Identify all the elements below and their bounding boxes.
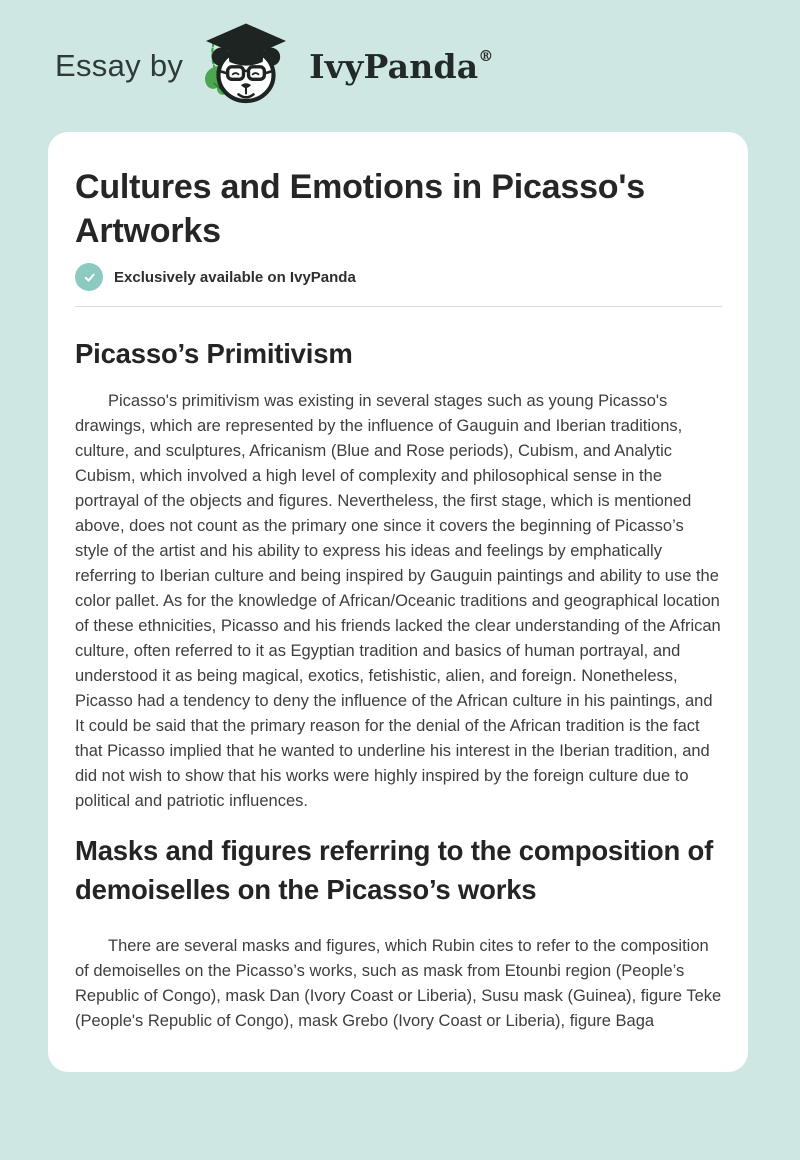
essay-title: Cultures and Emotions in Picasso's Artworks bbox=[75, 168, 645, 250]
section-heading-masks: Masks and figures referring to the composition of demoiselles on the Picasso’s works bbox=[75, 835, 714, 905]
paragraph-masks: There are several masks and figures, which Rubin cites to refer to the composition of demoiselles on the Picasso’s works, such as mask from Etounbi region (People’s Republic of Congo), mask Dan (Ivory Coast or Liberia), Susu mask (Guinea), figure Teke (People's Republic of Congo), mask Grebo (Ivory Coast or Liberia), figure Baga bbox=[75, 937, 722, 1030]
brand-wordmark: IvyPanda bbox=[309, 46, 479, 86]
essay-by-label: Essay by bbox=[55, 48, 184, 83]
section-divider bbox=[75, 306, 722, 307]
availability-badge bbox=[75, 263, 722, 291]
check-icon bbox=[75, 263, 103, 291]
ivypanda-panda-logo-icon bbox=[196, 19, 296, 113]
registered-trademark-mark: ® bbox=[478, 46, 494, 65]
site-header bbox=[0, 0, 800, 132]
brand-name bbox=[309, 47, 493, 86]
section-heading-primitivism: Picasso’s Primitivism bbox=[75, 338, 353, 369]
paragraph-primitivism: Picasso's primitivism was existing in several stages such as young Picasso's drawings, which are represented by the influence of Gauguin and Iberian traditions, culture, and sculptures, Africanism (Blue and Rose periods), Cubism, and Analytic Cubism, which involved a high level of complexity and philosophical sense in the portrayal of the objects and figures. Nevertheless, the first stage, which is mentioned above, does not count as the primary one since it covers the beginning of Picasso’s style of the artist and his ability to express his ideas and feelings by emphatically referring to Iberian culture and being inspired by Gauguin paintings and ability to use the color pallet. As for the knowledge of African/Oceanic traditions and geographical location of these ethnicities, Picasso and his friends lacked the clear understanding of the African culture, often referred to it as Egyptian tradition and basics of human portrayal, and understood it as being magical, exotics, fetishistic, alien, and foreign. Nonetheless, Picasso had a tendency to deny the influence of the African culture in his paintings, and It could be said that the primary reason for the denial of the African tradition is the fact that Picasso implied that he wanted to underline his interest in the Iberian tradition, and did not wish to show that his works were highly inspired by the foreign culture due to political and patriotic influences. bbox=[75, 392, 721, 810]
availability-label: Exclusively available on IvyPanda bbox=[114, 268, 356, 286]
essay-card bbox=[48, 132, 748, 1072]
